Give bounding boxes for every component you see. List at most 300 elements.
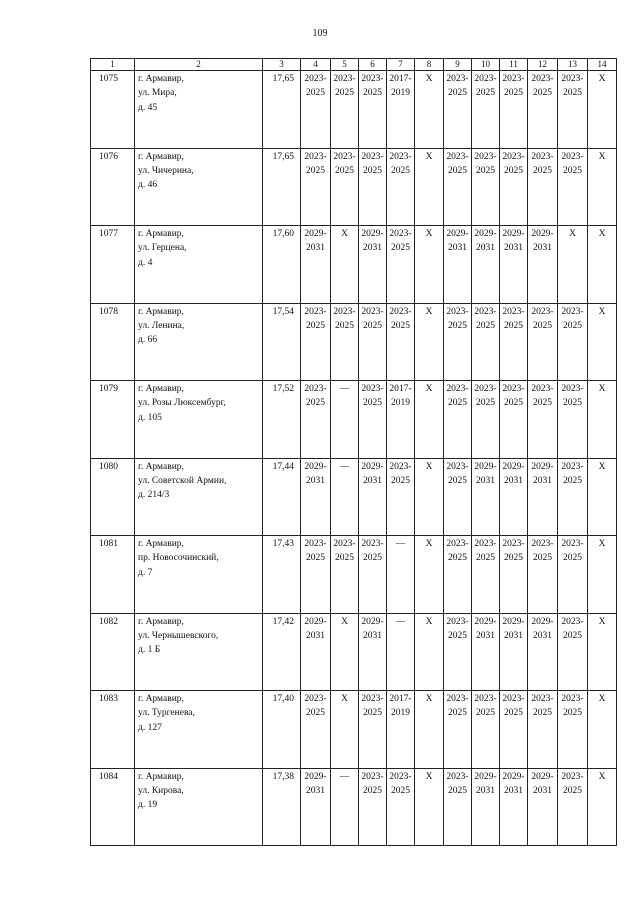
period-cell [472, 381, 500, 459]
period-text: 2019 [391, 398, 410, 409]
period-cell [558, 768, 588, 846]
period-cell [359, 458, 387, 536]
period-cell [415, 226, 444, 304]
period-cell [415, 381, 444, 459]
period-text: 2023- [361, 384, 384, 394]
period-text: 2023- [446, 539, 469, 549]
period-text: X [598, 539, 606, 549]
period-text: 2029- [502, 616, 525, 627]
period-cell [359, 148, 387, 226]
period-text: 2023- [304, 539, 327, 549]
period-cell [528, 148, 558, 226]
period-cell [444, 226, 472, 304]
period-text: 2023- [474, 694, 497, 704]
period-cell [301, 148, 331, 226]
header-cell: 13 [558, 59, 588, 71]
period-text: 2025 [448, 785, 467, 796]
period-cell [415, 536, 444, 614]
period-text: 2023- [531, 539, 554, 549]
period-text: 2029- [446, 229, 469, 239]
period-text: 2023- [502, 539, 525, 549]
period-text: 2025 [476, 88, 495, 99]
period-cell [359, 768, 387, 846]
period-text: 2023- [561, 461, 584, 472]
table-body [91, 71, 617, 846]
period-cell [301, 536, 331, 614]
period-text: 2025 [504, 398, 523, 409]
period-text: 2023- [446, 384, 469, 394]
period-text: 2023- [561, 539, 584, 549]
table-row [91, 303, 617, 381]
period-text: 2025 [563, 553, 582, 564]
period-text: 2031 [363, 243, 382, 254]
period-cell [387, 768, 415, 846]
period-cell [331, 458, 359, 536]
period-text: 2023- [561, 151, 584, 162]
table-row [91, 71, 617, 149]
period-cell [588, 71, 617, 149]
period-cell [472, 71, 500, 149]
period-cell [558, 226, 588, 304]
period-cell [588, 381, 617, 459]
period-text: X [598, 771, 606, 782]
header-cell: 12 [528, 59, 558, 71]
period-text: X [598, 384, 606, 394]
period-text: 2023- [474, 539, 497, 549]
period-cell [444, 148, 472, 226]
period-text: 2023- [361, 306, 384, 317]
period-cell [331, 148, 359, 226]
period-text: 2025 [335, 165, 354, 176]
period-cell [472, 536, 500, 614]
period-cell [588, 768, 617, 846]
value-cell: 17,38 [263, 768, 301, 846]
period-cell [331, 768, 359, 846]
period-cell [415, 148, 444, 226]
address-line: д. 127 [138, 722, 162, 733]
period-text: 2023- [333, 306, 356, 317]
period-text: 2031 [363, 630, 382, 641]
period-cell [359, 71, 387, 149]
period-text: 2023- [361, 539, 384, 549]
period-text: 2023- [474, 74, 497, 84]
period-cell [472, 226, 500, 304]
period-text: 2029- [502, 229, 525, 239]
period-cell [500, 536, 528, 614]
period-cell [301, 613, 331, 691]
value-cell: 17,43 [263, 536, 301, 614]
period-cell [588, 458, 617, 536]
period-text: X [425, 461, 433, 472]
period-text: 2031 [306, 243, 325, 254]
period-text: — [339, 384, 350, 394]
period-text: X [598, 229, 606, 239]
period-text: 2025 [448, 88, 467, 99]
period-text: 2023- [333, 151, 356, 162]
period-text: 2025 [533, 88, 552, 99]
period-text: 2025 [448, 165, 467, 176]
period-cell [588, 691, 617, 769]
period-cell [301, 458, 331, 536]
period-text: 2029- [531, 616, 554, 627]
address-cell [135, 536, 263, 614]
period-cell [415, 71, 444, 149]
period-cell [528, 536, 558, 614]
address-line: ул. Чичерина, [138, 165, 194, 176]
period-text: X [425, 306, 433, 317]
period-text: X [425, 616, 433, 627]
period-cell [301, 226, 331, 304]
period-cell [528, 381, 558, 459]
table-row [91, 691, 617, 769]
address-line: г. Армавир, [138, 616, 184, 627]
period-text: 2025 [363, 320, 382, 331]
period-text: 2031 [363, 475, 382, 486]
period-text: 2017- [389, 384, 412, 394]
period-text: 2029- [531, 461, 554, 472]
period-text: 2023- [561, 694, 584, 704]
period-text: 2031 [448, 243, 467, 254]
period-text: 2025 [306, 398, 325, 409]
period-cell [301, 768, 331, 846]
period-cell [472, 303, 500, 381]
period-text: X [598, 616, 606, 627]
period-text: — [339, 771, 350, 782]
period-text: 2025 [563, 708, 582, 719]
row-number: 1081 [91, 536, 135, 614]
period-cell [558, 303, 588, 381]
table-row [91, 768, 617, 846]
address-cell [135, 458, 263, 536]
period-text: 2023- [561, 771, 584, 782]
period-text: 2023- [389, 461, 412, 472]
period-text: 2023- [446, 694, 469, 704]
period-text: 2023- [502, 384, 525, 394]
period-cell [359, 303, 387, 381]
period-text: 2023- [446, 461, 469, 472]
address-cell [135, 381, 263, 459]
period-text: 2025 [363, 398, 382, 409]
period-text: 2025 [448, 398, 467, 409]
period-cell [588, 303, 617, 381]
period-text: X [598, 74, 606, 84]
value-cell: 17,60 [263, 226, 301, 304]
period-text: 2023- [502, 74, 525, 84]
period-cell [528, 458, 558, 536]
period-cell [500, 303, 528, 381]
period-cell [301, 71, 331, 149]
period-cell [528, 613, 558, 691]
period-cell [359, 226, 387, 304]
page-number: 109 [312, 28, 328, 39]
row-number: 1079 [91, 381, 135, 459]
period-cell [331, 71, 359, 149]
period-cell [472, 691, 500, 769]
period-cell [528, 226, 558, 304]
period-text: 2025 [335, 88, 354, 99]
period-text: 2029- [304, 229, 327, 239]
period-text: 2025 [448, 708, 467, 719]
period-text: 2025 [476, 320, 495, 331]
period-cell [558, 381, 588, 459]
period-text: 2023- [333, 539, 356, 549]
row-number: 1075 [91, 71, 135, 149]
period-text: 2025 [363, 88, 382, 99]
address-cell [135, 148, 263, 226]
period-cell [528, 768, 558, 846]
period-cell [588, 613, 617, 691]
period-text: 2031 [533, 785, 552, 796]
period-text: 2031 [533, 630, 552, 641]
period-text: 2025 [533, 398, 552, 409]
period-cell [387, 148, 415, 226]
period-cell [387, 381, 415, 459]
header-cell: 10 [472, 59, 500, 71]
period-text: 2023- [531, 74, 554, 84]
period-text: 2023- [361, 694, 384, 704]
period-text: 2025 [335, 320, 354, 331]
period-text: 2031 [504, 475, 523, 486]
period-text: X [425, 151, 433, 162]
table-row [91, 381, 617, 459]
period-text: 2025 [504, 553, 523, 564]
period-cell [444, 768, 472, 846]
period-text: X [425, 384, 433, 394]
period-text: 2025 [504, 88, 523, 99]
period-cell [444, 613, 472, 691]
period-cell [500, 226, 528, 304]
period-cell [359, 536, 387, 614]
period-cell [500, 71, 528, 149]
period-text: 2023- [561, 384, 584, 394]
period-cell [472, 613, 500, 691]
period-cell [359, 381, 387, 459]
period-text: 2023- [361, 771, 384, 782]
period-cell [387, 536, 415, 614]
period-text: X [598, 306, 606, 317]
period-text: 2025 [448, 320, 467, 331]
address-line: г. Армавир, [138, 461, 184, 472]
period-cell [415, 458, 444, 536]
header-cell: 11 [500, 59, 528, 71]
period-text: 2031 [504, 785, 523, 796]
period-text: 2025 [448, 475, 467, 486]
period-cell [500, 768, 528, 846]
period-text: 2023- [389, 306, 412, 317]
period-text: 2025 [363, 165, 382, 176]
address-line: ул. Чернышевского, [138, 630, 219, 641]
value-cell: 17,42 [263, 613, 301, 691]
table-row [91, 536, 617, 614]
period-text: 2029- [361, 616, 384, 627]
period-text: 2025 [563, 398, 582, 409]
period-cell [387, 613, 415, 691]
header-cell: 5 [331, 59, 359, 71]
period-text: X [598, 461, 606, 472]
value-cell: 17,52 [263, 381, 301, 459]
period-cell [387, 226, 415, 304]
row-number: 1077 [91, 226, 135, 304]
period-cell [558, 71, 588, 149]
period-text: 2025 [563, 785, 582, 796]
period-text: 2023- [446, 771, 469, 782]
period-text: X [341, 229, 348, 239]
address-cell [135, 226, 263, 304]
period-cell [500, 458, 528, 536]
address-line: д. 19 [138, 800, 158, 810]
period-text: 2023- [474, 384, 497, 394]
period-cell [331, 226, 359, 304]
period-text: 2023- [304, 306, 327, 317]
header-cell: 14 [588, 59, 617, 71]
period-text: 2029- [361, 229, 384, 239]
period-cell [528, 71, 558, 149]
period-text: X [425, 539, 433, 549]
period-cell [301, 303, 331, 381]
period-text: 2023- [531, 151, 554, 162]
period-text: 2029- [502, 461, 525, 472]
period-text: 2025 [563, 630, 582, 641]
header-cell: 3 [263, 59, 301, 71]
period-text: 2025 [533, 708, 552, 719]
address-line: д. 214/3 [138, 490, 170, 500]
header-cell: 4 [301, 59, 331, 71]
period-cell [331, 613, 359, 691]
period-cell [444, 303, 472, 381]
value-cell: 17,65 [263, 148, 301, 226]
period-cell [331, 536, 359, 614]
period-text: 2031 [306, 785, 325, 796]
value-cell: 17,44 [263, 458, 301, 536]
address-cell [135, 768, 263, 846]
address-line: д. 46 [138, 180, 158, 190]
period-text: 2025 [476, 165, 495, 176]
header-row [91, 59, 617, 71]
period-cell [444, 536, 472, 614]
period-cell [558, 691, 588, 769]
period-text: 2029- [474, 461, 497, 472]
period-text: 2025 [448, 630, 467, 641]
period-text: 2025 [448, 553, 467, 564]
period-cell [301, 381, 331, 459]
period-cell [359, 691, 387, 769]
period-text: 2019 [391, 708, 410, 719]
period-text: 2023- [446, 306, 469, 317]
address-line: г. Армавир, [138, 384, 184, 394]
period-text: 2025 [306, 553, 325, 564]
period-cell [558, 536, 588, 614]
period-text: 2023- [389, 151, 412, 162]
period-text: 2025 [533, 553, 552, 564]
address-line: г. Армавир, [138, 694, 184, 704]
address-line: ул. Кирова, [138, 785, 184, 796]
period-cell [558, 458, 588, 536]
address-line: г. Армавир, [138, 306, 184, 317]
period-cell [387, 458, 415, 536]
period-cell [415, 691, 444, 769]
period-cell [588, 536, 617, 614]
period-cell [558, 613, 588, 691]
period-text: 2025 [504, 708, 523, 719]
period-text: 2023- [561, 74, 584, 84]
period-cell [444, 458, 472, 536]
address-line: д. 45 [138, 102, 158, 113]
period-text: 2023- [531, 694, 554, 704]
period-text: 2023- [304, 694, 327, 704]
period-text: 2025 [563, 320, 582, 331]
period-text: 2031 [476, 243, 495, 254]
period-cell [331, 303, 359, 381]
period-text: X [569, 229, 576, 239]
period-text: 2025 [306, 320, 325, 331]
period-text: 2023- [531, 384, 554, 394]
address-line: г. Армавир, [138, 771, 184, 782]
period-text: 2031 [533, 243, 552, 254]
period-text: X [425, 771, 433, 782]
row-number: 1082 [91, 613, 135, 691]
period-text: 2019 [391, 88, 410, 99]
period-text: 2029- [304, 616, 327, 627]
address-line: г. Армавир, [138, 74, 184, 84]
period-text: 2029- [531, 229, 554, 239]
period-text: 2025 [563, 88, 582, 99]
period-text: 2029- [474, 229, 497, 239]
address-line: д. 1 Б [138, 645, 161, 655]
period-cell [558, 148, 588, 226]
period-text: 2025 [306, 88, 325, 99]
period-text: 2025 [391, 165, 410, 176]
period-text: 2031 [533, 475, 552, 486]
period-text: — [395, 539, 406, 549]
address-line: г. Армавир, [138, 151, 184, 162]
period-cell [472, 458, 500, 536]
period-cell [387, 691, 415, 769]
period-cell [500, 148, 528, 226]
address-line: г. Армавир, [138, 229, 184, 239]
period-text: 2023- [304, 384, 327, 394]
period-text: 2031 [504, 243, 523, 254]
period-text: 2025 [363, 785, 382, 796]
row-number: 1084 [91, 768, 135, 846]
registry-table [90, 58, 617, 846]
period-text: X [425, 74, 433, 84]
row-number: 1076 [91, 148, 135, 226]
address-line: д. 66 [138, 335, 158, 345]
period-text: 2023- [531, 306, 554, 317]
period-text: 2029- [474, 771, 497, 782]
period-text: 2029- [474, 616, 497, 627]
period-cell [415, 768, 444, 846]
address-cell [135, 613, 263, 691]
period-cell [528, 303, 558, 381]
header-cell: 8 [415, 59, 444, 71]
period-text: 2023- [304, 74, 327, 84]
period-text: 2031 [306, 475, 325, 486]
period-cell [444, 71, 472, 149]
period-text: 2025 [476, 398, 495, 409]
address-line: ул. Розы Люксембург, [138, 398, 226, 409]
period-text: 2031 [476, 785, 495, 796]
period-text: 2023- [446, 74, 469, 84]
address-line: д. 105 [138, 412, 162, 423]
period-text: 2025 [391, 243, 410, 254]
period-text: 2023- [361, 74, 384, 84]
period-text: 2025 [476, 553, 495, 564]
period-cell [588, 226, 617, 304]
row-number: 1080 [91, 458, 135, 536]
period-cell [415, 613, 444, 691]
period-text: X [341, 616, 348, 627]
